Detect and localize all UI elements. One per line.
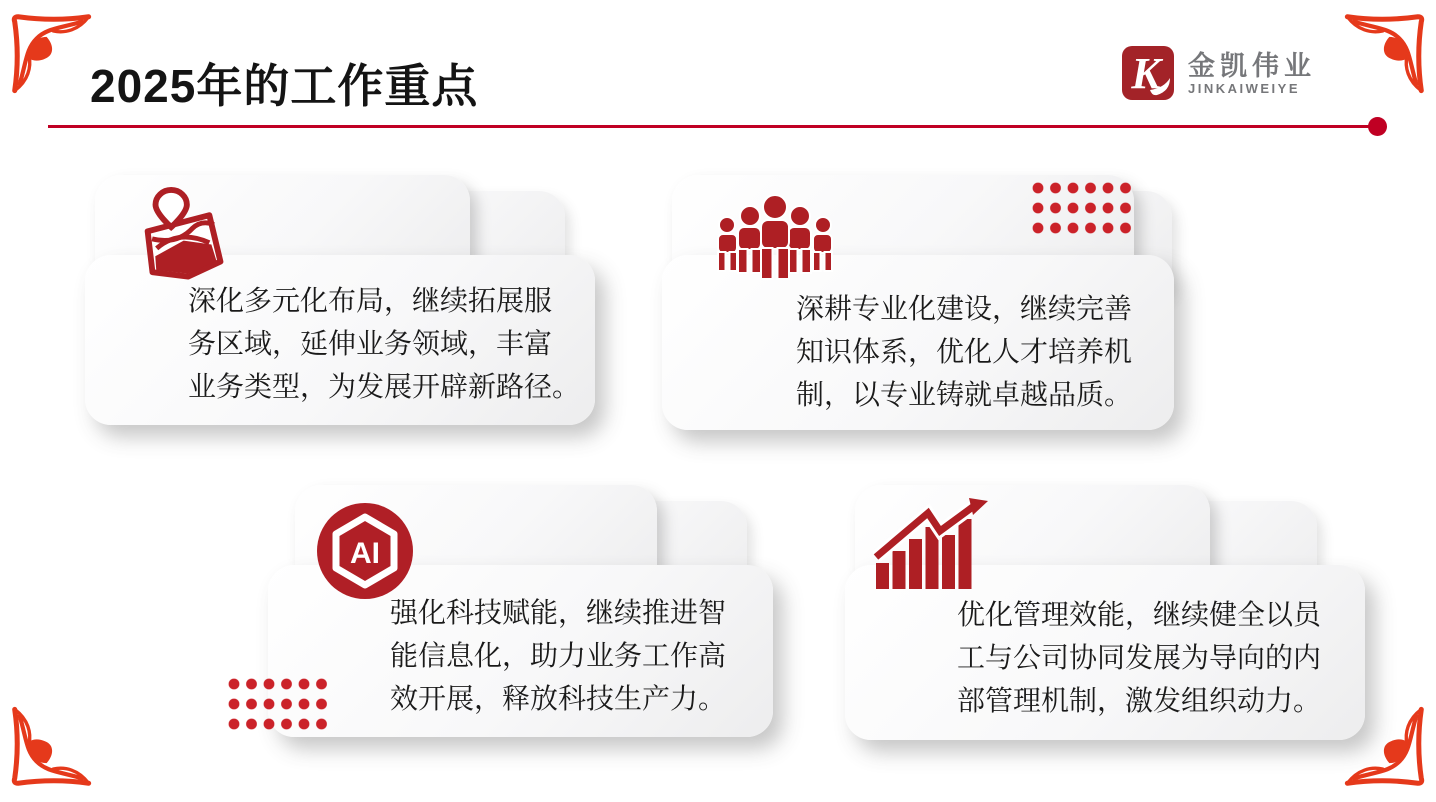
corner-ornament-top-right [1344,10,1428,94]
logo-mark-icon [1122,46,1174,100]
logo-mark-letter: K [1131,49,1161,98]
dot-grid-bottom-left [228,678,331,731]
card-text-line: 务区域，延伸业务领域，丰富 [188,328,553,359]
card-text-line: 强化科技赋能，继续推进智 [390,597,727,628]
card-text [796,287,1132,416]
card-text-line: 深化多元化布局，继续拓展服 [188,285,553,316]
card-text-line: 优化管理效能，继续健全以员 [957,599,1322,630]
logo-name-en: JINKAIWEIYE [1188,80,1301,96]
corner-ornament-top-left [8,10,92,94]
title-underline [48,125,1370,128]
card-text [188,279,580,408]
corner-ornament-bottom-left [8,706,92,790]
card-text-line: 效开展，释放科技生产力。 [390,683,727,714]
ai-badge-label: AI [350,537,380,570]
card-text-line: 能信息化，助力业务工作高 [390,640,727,671]
logo-text [1188,51,1316,96]
card-text-line: 工与公司协同发展为导向的内 [957,642,1322,673]
dot-grid-top-right [1032,182,1135,235]
card-text-line: 制，以专业铸就卓越品质。 [796,379,1133,410]
team-icon [714,195,836,287]
work-card-management [845,485,1365,740]
card-text [957,593,1321,722]
card-text-line: 部管理机制，激发组织动力。 [957,685,1322,716]
work-card-technology [265,485,775,737]
page-title: 2025年的工作重点 [90,60,479,112]
ai-icon [315,501,415,601]
card-text [390,591,726,720]
company-logo [1122,46,1316,100]
logo-name-cn: 金凯伟业 [1188,50,1316,81]
card-text-line: 深耕专业化建设，继续完善 [796,293,1133,324]
map-icon [133,185,227,281]
title-underline-end-dot [1368,117,1387,136]
growth-chart-icon [873,497,995,589]
card-text-line: 知识体系，优化人才培养机 [796,336,1133,367]
card-text-line: 业务类型，为发展开辟新路径。 [188,371,581,402]
work-card-diversification [85,175,595,425]
